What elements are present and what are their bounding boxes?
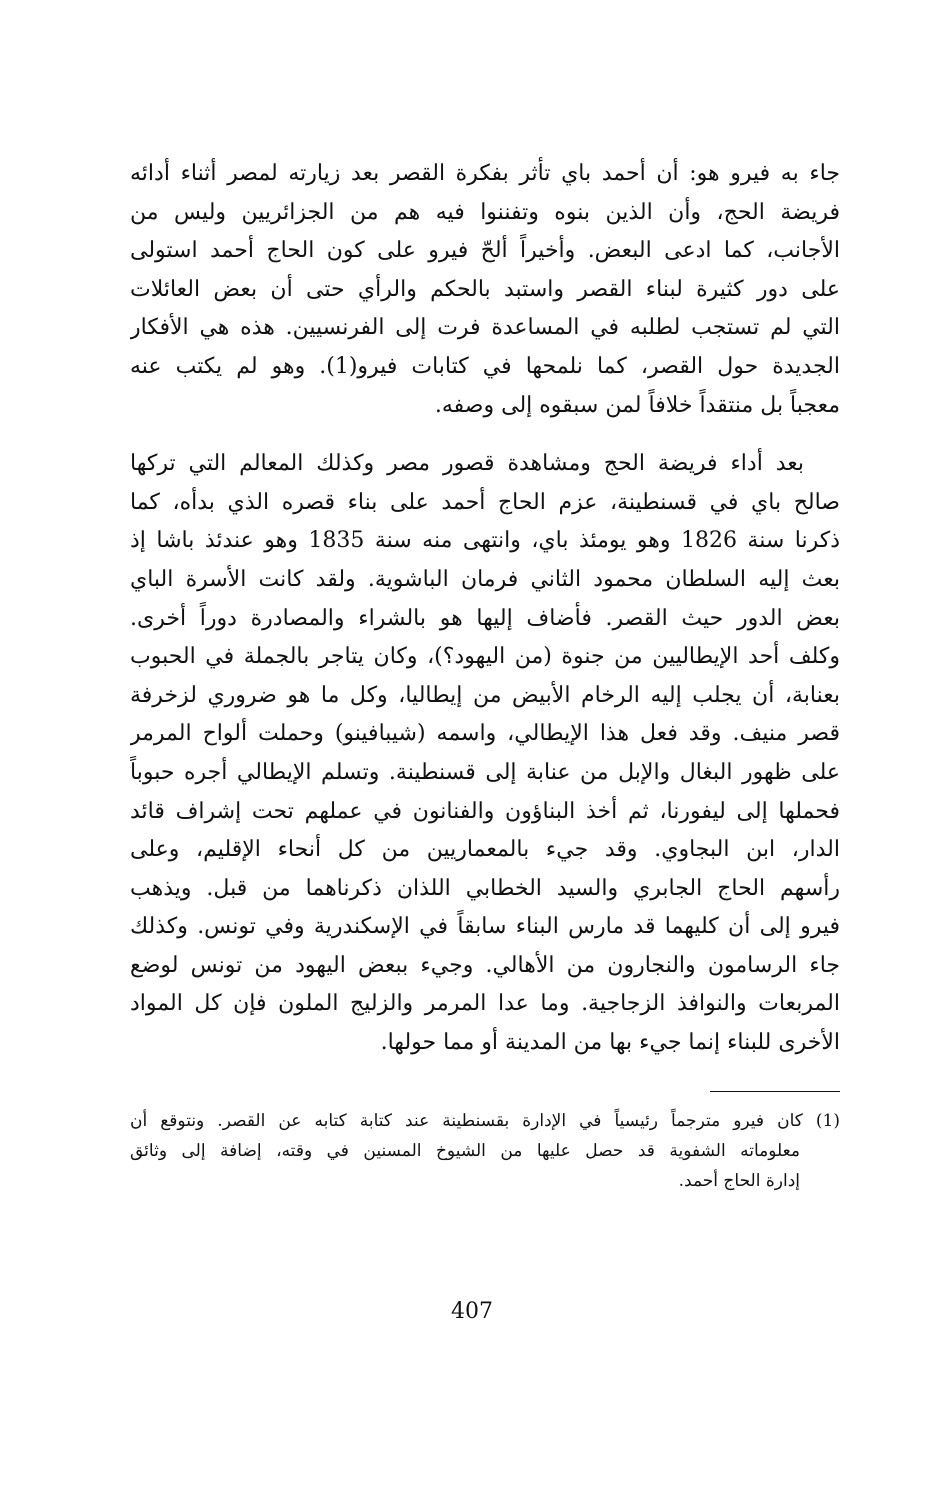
paragraph-1 <box>130 155 840 425</box>
text-line: التي لم تستجب لطلبه في المساعدة فرت إلى الفرنسيين. هذه هي الأفكار <box>130 315 840 341</box>
text-line: ذكرنا سنة 1826 وهو يومئذ باي، وانتهى منه سنة 1835 وهو عندئذ باشا إذ <box>130 528 840 554</box>
text-line: فحملها إلى ليفورنا، ثم أخذ البناؤون والفنانون في عملهم تحت إشراف قائد <box>130 798 840 824</box>
text-line: على ظهور البغال والإبل من عنابة إلى قسنطينة. وتسلم الإيطالي أجره حبوباً <box>130 759 840 785</box>
text-line: الدار، ابن البجاوي. وقد جيء بالمعماريين من كل أنحاء الإقليم، وعلى <box>130 837 840 863</box>
text-line: جاء الرسامون والنجارون من الأهالي. وجيء ببعض اليهود من تونس لوضع <box>130 952 840 978</box>
footnote-separator <box>710 1091 840 1092</box>
footnote-line: (1) كان فيرو مترجماً رئيسياً في الإدارة بقسنطينة عند كتابة كتابه عن القصر. ونتوقع أن <box>130 1110 840 1131</box>
footnote <box>130 1106 840 1196</box>
text-line: المربعات والنوافذ الزجاجية. وما عدا المرمر والزليج الملون فإن كل المواد <box>130 991 840 1017</box>
text-line: رأسهم الحاج الجابري والسيد الخطابي اللذان ذكرناهما من قبل. ويذهب <box>130 875 840 901</box>
text-line: جاء به فيرو هو: أن أحمد باي تأثر بفكرة القصر بعد زيارته لمصر أثناء أدائه <box>130 161 840 186</box>
text-line: الأجانب، كما ادعى البعض. وأخيراً ألحّ فيرو على كون الحاج أحمد استولى <box>130 238 840 264</box>
page-content <box>130 155 840 1196</box>
text-line: فريضة الحج، وأن الذين بنوه وتفننوا فيه هم من الجزائريين وليس من <box>130 199 840 225</box>
footnote-line: معلوماته الشفوية قد حصل عليها من الشيوخ المسنين في وقته، إضافة إلى وثائق <box>130 1140 800 1161</box>
page-number: 407 <box>451 1299 493 1324</box>
text-line: بعنابة، أن يجلب إليه الرخام الأبيض من إيطاليا، وكل ما هو ضروري لزخرفة <box>130 682 840 708</box>
text-line: صالح باي في قسنطينة، عزم الحاج أحمد على بناء قصره الذي بدأه، كما <box>130 489 840 515</box>
text-line: فيرو إلى أن كليهما قد مارس البناء سابقاً في الإسكندرية وفي تونس. وكذلك <box>130 914 840 940</box>
paragraph-2 <box>130 445 840 1063</box>
footnote-line: إدارة الحاج أحمد. <box>678 1170 800 1191</box>
text-line: بعض الدور حيث القصر. فأضاف إليها هو بالشراء والمصادرة دوراً أخرى. <box>130 605 840 631</box>
text-line: بعث إليه السلطان محمود الثاني فرمان الباشوية. ولقد كانت الأسرة الباي <box>130 566 840 592</box>
text-line: وكلف أحد الإيطاليين من جنوة (من اليهود؟)، وكان يتاجر بالجملة في الحبوب <box>130 644 840 670</box>
text-line: الجديدة حول القصر، كما نلمحها في كتابات فيرو(1). وهو لم يكتب عنه <box>130 353 840 379</box>
text-line: بعد أداء فريضة الحج ومشاهدة قصور مصر وكذلك المعالم التي تركها <box>130 451 804 477</box>
text-line: على دور كثيرة لبناء القصر واستبد بالحكم والرأي حتى أن بعض العائلات <box>130 276 840 302</box>
text-line: قصر منيف. وقد فعل هذا الإيطالي، واسمه (شيبافينو) وحملت ألواح المرمر <box>130 721 840 747</box>
text-line: معجباً بل منتقداً خلافاً لمن سبقوه إلى وصفه. <box>434 392 840 418</box>
text-line: الأخرى للبناء إنما جيء بها من المدينة أو مما حولها. <box>380 1030 840 1056</box>
